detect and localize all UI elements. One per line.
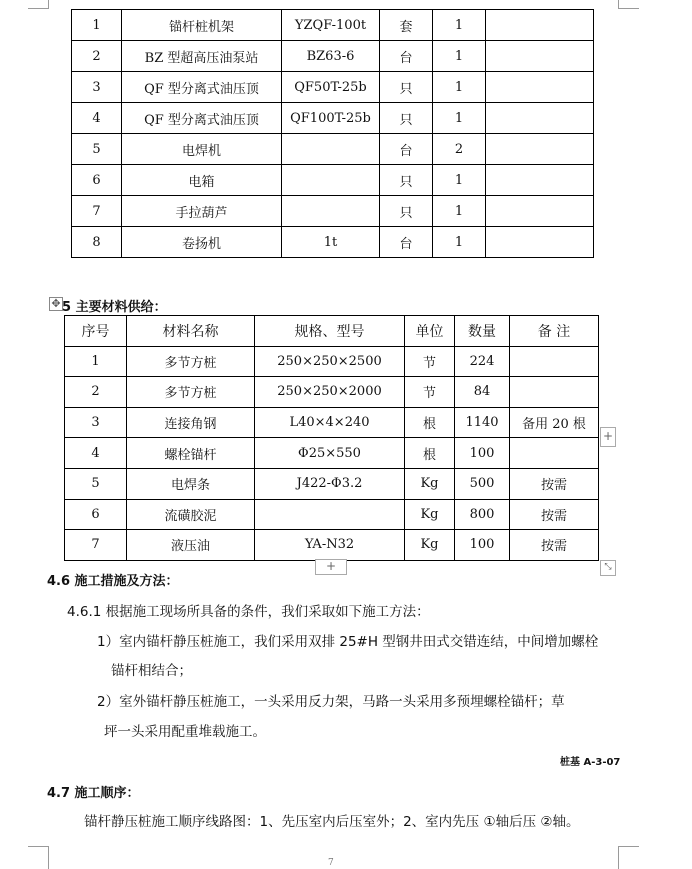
add-row-button[interactable]: + — [315, 559, 347, 575]
table-row — [65, 530, 599, 561]
table-cell[interactable]: Kg — [405, 530, 455, 561]
crop-mark-bottom-right — [618, 846, 639, 869]
table-cell[interactable]: 节 — [405, 377, 455, 408]
table-cell[interactable]: 2 — [72, 41, 122, 72]
table-cell[interactable]: 100 — [455, 438, 510, 469]
table-cell[interactable]: 台 — [380, 41, 433, 72]
table-cell[interactable]: 1 — [65, 346, 127, 377]
table-cell[interactable]: 1 — [433, 227, 486, 258]
table-row — [65, 499, 599, 530]
table-cell[interactable]: 6 — [72, 165, 122, 196]
table-cell[interactable]: 1 — [433, 165, 486, 196]
table-cell[interactable] — [510, 377, 599, 408]
table-cell[interactable]: 卷扬机 — [122, 227, 282, 258]
table-cell[interactable]: Kg — [405, 499, 455, 530]
table-cell[interactable]: 3 — [72, 72, 122, 103]
table-cell[interactable]: 5 — [72, 134, 122, 165]
table-cell[interactable]: 连接角钢 — [127, 407, 255, 438]
table-cell[interactable]: 按需 — [510, 530, 599, 561]
table-cell[interactable] — [282, 165, 380, 196]
table-cell[interactable]: J422-Φ3.2 — [255, 468, 405, 499]
table-row — [72, 227, 594, 258]
table-cell[interactable]: BZ63-6 — [282, 41, 380, 72]
crop-mark-top-left — [28, 0, 49, 9]
crop-mark-top-right — [618, 0, 639, 9]
table-cell[interactable]: 节 — [405, 346, 455, 377]
table-cell[interactable]: QF 型分离式油压顶 — [122, 72, 282, 103]
table-cell[interactable]: 按需 — [510, 468, 599, 499]
table-cell[interactable]: QF50T-25b — [282, 72, 380, 103]
table-move-icon[interactable]: ✥ — [49, 297, 63, 311]
table-cell[interactable] — [486, 10, 594, 41]
table-cell[interactable]: 250×250×2000 — [255, 377, 405, 408]
table-row — [65, 377, 599, 408]
table-cell[interactable]: 8 — [72, 227, 122, 258]
table-cell[interactable]: 6 — [65, 499, 127, 530]
column-header[interactable]: 备 注 — [510, 316, 599, 347]
table-cell[interactable]: 1 — [433, 41, 486, 72]
table-row — [72, 41, 594, 72]
table-cell[interactable]: 250×250×2500 — [255, 346, 405, 377]
table-cell[interactable] — [486, 72, 594, 103]
table-row — [72, 72, 594, 103]
table-row — [72, 134, 594, 165]
table-row — [65, 407, 599, 438]
table-cell[interactable]: 1 — [433, 10, 486, 41]
table-cell[interactable] — [486, 196, 594, 227]
table-cell[interactable]: 1 — [72, 10, 122, 41]
table-cell[interactable]: 备用 20 根 — [510, 407, 599, 438]
method-item-2-line-1: 2）室外锚杆静压桩施工，一头采用反力架，马路一头采用多预埋螺栓锚杆；草 — [97, 694, 565, 710]
table-cell[interactable] — [486, 165, 594, 196]
table-cell[interactable]: 多节方桩 — [127, 346, 255, 377]
table-cell[interactable]: 手拉葫芦 — [122, 196, 282, 227]
table-cell[interactable]: 螺栓锚杆 — [127, 438, 255, 469]
table-cell[interactable]: 液压油 — [127, 530, 255, 561]
table-cell[interactable] — [510, 438, 599, 469]
section-4-7-heading: 4.7 施工顺序： — [47, 786, 140, 801]
table-cell[interactable]: 7 — [72, 196, 122, 227]
table-cell[interactable] — [255, 499, 405, 530]
table-cell[interactable] — [486, 227, 594, 258]
table-cell[interactable] — [486, 134, 594, 165]
table-row — [65, 468, 599, 499]
table-row — [72, 165, 594, 196]
table-cell[interactable]: YA-N32 — [255, 530, 405, 561]
table-cell[interactable]: 流磺胶泥 — [127, 499, 255, 530]
table-cell[interactable]: QF 型分离式油压顶 — [122, 103, 282, 134]
table-cell[interactable]: 100 — [455, 530, 510, 561]
table-cell[interactable]: 2 — [65, 377, 127, 408]
table-cell[interactable]: 只 — [380, 72, 433, 103]
table-cell[interactable]: 锚杆桩机架 — [122, 10, 282, 41]
table-cell[interactable]: 2 — [433, 134, 486, 165]
table-row — [72, 10, 594, 41]
crop-mark-bottom-left — [28, 846, 49, 869]
add-column-button[interactable]: + — [600, 427, 616, 447]
page-number: 7 — [328, 858, 334, 868]
table-cell[interactable]: 台 — [380, 134, 433, 165]
table-cell[interactable]: 3 — [65, 407, 127, 438]
table-cell[interactable]: 7 — [65, 530, 127, 561]
table-cell[interactable]: 500 — [455, 468, 510, 499]
table-row — [72, 103, 594, 134]
table-cell[interactable]: 只 — [380, 196, 433, 227]
table-cell[interactable]: 800 — [455, 499, 510, 530]
table-row — [65, 438, 599, 469]
table-header-row — [65, 316, 599, 347]
table-cell[interactable]: 多节方桩 — [127, 377, 255, 408]
table-cell[interactable] — [486, 103, 594, 134]
table-cell[interactable]: YZQF-100t — [282, 10, 380, 41]
table-cell[interactable]: Φ25×550 — [255, 438, 405, 469]
table-cell[interactable]: 套 — [380, 10, 433, 41]
table-cell[interactable]: 1140 — [455, 407, 510, 438]
table-cell[interactable]: BZ 型超高压油泵站 — [122, 41, 282, 72]
column-header[interactable]: 材料名称 — [127, 316, 255, 347]
method-item-1-line-1: 1）室内锚杆静压桩施工，我们采用双排 25#H 型钢井田式交错连结，中间增加螺栓 — [97, 634, 599, 650]
table-cell[interactable]: QF100T-25b — [282, 103, 380, 134]
table-cell[interactable]: 224 — [455, 346, 510, 377]
section-4-6-1-intro: 4.6.1 根据施工现场所具备的条件，我们采取如下施工方法： — [67, 604, 430, 620]
method-item-2-line-2: 坪一头采用配重堆载施工。 — [104, 724, 266, 740]
table-cell[interactable]: 5 — [65, 468, 127, 499]
materials-table — [64, 315, 599, 561]
table-cell[interactable]: 按需 — [510, 499, 599, 530]
table-cell[interactable]: 只 — [380, 165, 433, 196]
construction-sequence-text: 锚杆静压桩施工顺序线路图：1、先压室内后压室外；2、室内先压 ①轴后压 ②轴。 — [84, 814, 580, 830]
equipment-table — [71, 9, 594, 258]
table-cell[interactable]: 只 — [380, 103, 433, 134]
table-cell[interactable]: Kg — [405, 468, 455, 499]
table-cell[interactable]: 台 — [380, 227, 433, 258]
table-cell[interactable]: 根 — [405, 438, 455, 469]
table-cell[interactable]: 4 — [65, 438, 127, 469]
column-header[interactable]: 单位 — [405, 316, 455, 347]
table-cell[interactable] — [486, 41, 594, 72]
table-resize-icon[interactable]: ⤡ — [600, 560, 616, 576]
table-cell[interactable]: 根 — [405, 407, 455, 438]
table-cell[interactable]: 1 — [433, 196, 486, 227]
column-header[interactable]: 数量 — [455, 316, 510, 347]
reference-code: 桩基 A-3-07 — [560, 757, 621, 768]
table-cell[interactable] — [282, 134, 380, 165]
table-row — [65, 346, 599, 377]
table-cell[interactable]: 电焊机 — [122, 134, 282, 165]
table-cell[interactable]: 84 — [455, 377, 510, 408]
table-row — [72, 196, 594, 227]
table-cell[interactable]: 1 — [433, 72, 486, 103]
column-header[interactable]: 规格、型号 — [255, 316, 405, 347]
section-4-6-heading: 4.6 施工措施及方法： — [47, 574, 179, 589]
table-cell[interactable] — [510, 346, 599, 377]
table-cell[interactable] — [282, 196, 380, 227]
materials-heading: 5 主要材料供给： — [62, 300, 167, 315]
table-cell[interactable]: 电箱 — [122, 165, 282, 196]
table-cell[interactable]: L40×4×240 — [255, 407, 405, 438]
column-header[interactable]: 序号 — [65, 316, 127, 347]
table-cell[interactable]: 1t — [282, 227, 380, 258]
table-cell[interactable]: 电焊条 — [127, 468, 255, 499]
method-item-1-line-2: 锚杆相结合； — [111, 663, 192, 679]
table-cell[interactable]: 1 — [433, 103, 486, 134]
table-cell[interactable]: 4 — [72, 103, 122, 134]
